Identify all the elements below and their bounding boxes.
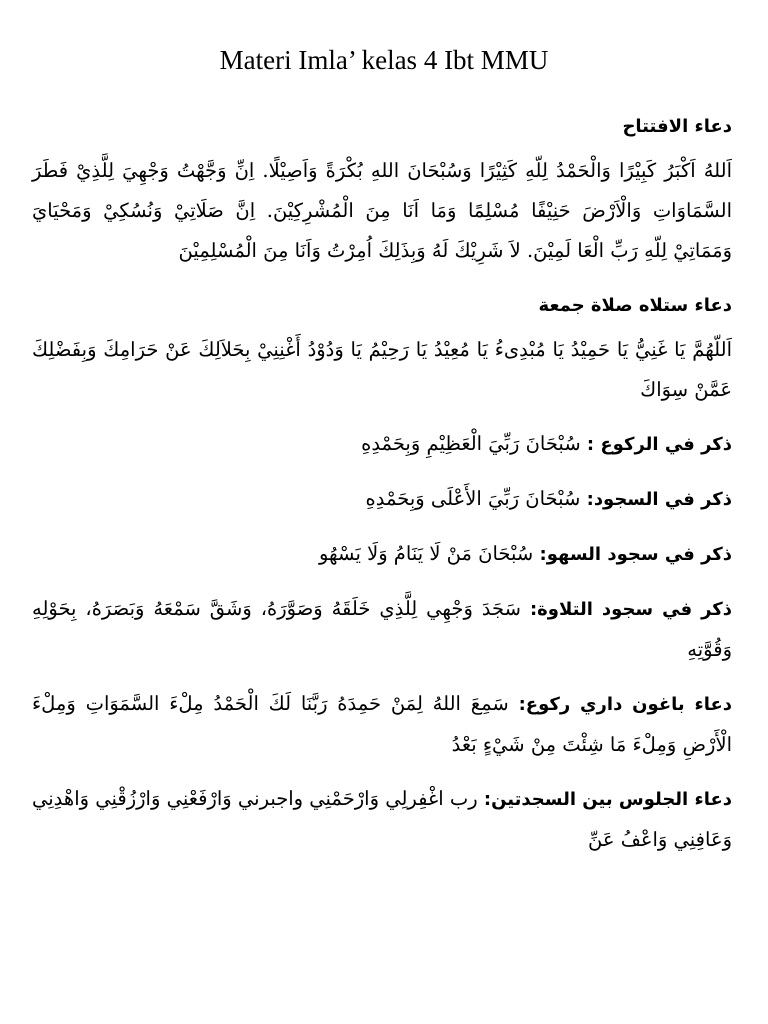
section-separator: :: [533, 544, 547, 565]
section-jumaah: [32, 285, 732, 326]
section-jumaah-text: [32, 330, 732, 410]
section-heading: دعاء الافتتاح: [622, 116, 732, 137]
section-itidal: [32, 684, 732, 765]
section-heading: ذكر في السجود: [593, 489, 732, 510]
section-iftitah: [32, 106, 732, 147]
section-separator: :: [580, 489, 594, 510]
section-text: سُبْحَانَ رَبِّيَ الْعَظِيْمِ وَبِحَمْدِهِ: [361, 432, 581, 455]
section-heading: ذكر في سجود التلاوة: [537, 599, 733, 620]
section-sujud: [32, 479, 732, 520]
section-text: سُبْحَانَ مَنْ لَا يَنَامُ وَلَا يَسْهُو: [318, 542, 534, 565]
section-julus: [32, 779, 732, 860]
section-text: سُبْحَانَ رَبِّيَ الأَعْلَى وَبِحَمْدِهِ: [365, 487, 581, 510]
section-ruku: [32, 424, 732, 465]
section-heading: دعاء الجلوس بين السجدتين: [491, 789, 732, 810]
section-separator: :: [477, 789, 492, 810]
section-sahwi: [32, 534, 732, 575]
page-title: Materi Imla’ kelas 4 Ibt MMU: [219, 45, 549, 75]
section-tilawah: [32, 589, 732, 670]
section-heading: ذكر في سجود السهو: [546, 544, 732, 565]
section-heading: ذكر في الركوع: [600, 434, 732, 455]
section-heading: دعاء باغون داري ركوع: [525, 694, 732, 715]
section-separator: :: [520, 599, 538, 620]
section-separator: :: [580, 434, 601, 455]
section-iftitah-text: [32, 151, 732, 271]
document-body: [32, 106, 732, 874]
section-text: اَللّهُمَّ يَا غَنِيُّ يَا حَمِيْدُ يَا مُبْدِىءُ يَا مُعِيْدُ يَا رَحِيْمُ يَا وَدُوْدُ أَغْنِنِيْ بِحَلاَلِكَ عَنْ حَرَامِكَ وَبِفَضْلِكَ عَمَّنْ سِوَاكَ: [32, 338, 732, 401]
section-heading: دعاء ستلاه صلاة جمعة: [538, 295, 732, 316]
section-text: رب اغْفِرلِي وَارْحَمْنِي واجبرني وَارْفَعْنِي وَارْزُقْنِي وَاهْدِنِي وَعَافِنِي وَاعْفُ عَنِّ: [32, 787, 732, 851]
section-separator: :: [508, 694, 526, 715]
section-text: سَمِعَ اللهُ لِمَنْ حَمِدَهُ رَبَّنَا لَكَ الْحَمْدُ مِلْءَ السَّمَوَاتِ وَمِلْءَ الْأَرْضِ وَمِلْءَ مَا شِئْتَ مِنْ شَيْءٍ بَعْدُ: [32, 692, 732, 756]
section-text: سَجَدَ وَجْهِي لِلَّذِي خَلَقَهُ وَصَوَّرَهُ، وَشَقَّ سَمْعَهُ وَبَصَرَهُ، بِحَوْلِهِ وَقُوَّتِهِ: [32, 597, 732, 661]
section-text: اَللهُ اَكْبَرُ كَبِيْرًا وَالْحَمْدُ لِلّهِ كَثِيْرًا وَسُبْحَانَ اللهِ بُكْرَةً وَاَصِيْلًا. اِنِّ وَجَّهْتُ وَجْهِيَ لِلَّذِيْ فَطَرَ السَّمَاوَاتِ وَالْاَرْضَ حَنِيْفًا مُسْلِمًا وَمَا اَنَا مِنَ الْمُشْرِكِيْنَ. اِنَّ صَلَاتِيْ وَنُسُكِيْ وَمَحْيَايَ وَمَمَاتِيْ لِلّهِ رَبِّ الْعَا لَمِيْنَ. لاَ شَرِيْكَ لَهُ وَبِذَلِكَ اُمِرْتُ وَاَنَا مِنَ الْمُسْلِمِيْنَ: [32, 159, 732, 262]
